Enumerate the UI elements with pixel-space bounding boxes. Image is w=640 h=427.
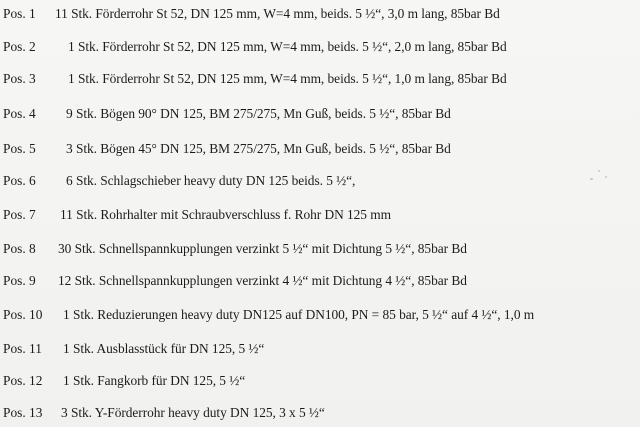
position-row — [0, 36, 640, 58]
position-number: Pos. 5 — [3, 141, 36, 156]
position-number: Pos. 13 — [3, 405, 43, 420]
scan-speck — [590, 178, 593, 180]
position-number: Pos. 12 — [3, 373, 43, 388]
position-row — [0, 370, 640, 392]
position-description: 6 Stk. Schlagschieber heavy duty DN 125 beids. 5 ½“, — [66, 173, 356, 188]
position-description: 12 Stk. Schnellspannkupplungen verzinkt 4 ½“ mit Dichtung 4 ½“, 85bar Bd — [58, 273, 467, 288]
position-description: 1 Stk. Förderrohr St 52, DN 125 mm, W=4 mm, beids. 5 ½“, 1,0 m lang, 85bar Bd — [68, 71, 507, 86]
position-row — [0, 402, 640, 424]
position-row — [0, 68, 640, 90]
position-number: Pos. 4 — [3, 106, 36, 121]
position-row — [0, 338, 640, 360]
position-description: 1 Stk. Förderrohr St 52, DN 125 mm, W=4 mm, beids. 5 ½“, 2,0 m lang, 85bar Bd — [68, 39, 507, 54]
position-row — [0, 3, 640, 25]
scan-speck — [598, 170, 600, 172]
position-number: Pos. 3 — [3, 71, 36, 86]
position-row — [0, 304, 640, 326]
position-number: Pos. 9 — [3, 273, 36, 288]
position-number: Pos. 11 — [3, 341, 42, 356]
position-number: Pos. 7 — [3, 207, 36, 222]
position-description: 1 Stk. Fangkorb für DN 125, 5 ½“ — [63, 373, 246, 388]
position-description: 3 Stk. Bögen 45° DN 125, BM 275/275, Mn Guß, beids. 5 ½“, 85bar Bd — [66, 141, 451, 156]
position-row — [0, 170, 640, 192]
position-row — [0, 204, 640, 226]
position-row — [0, 138, 640, 160]
position-description: 9 Stk. Bögen 90° DN 125, BM 275/275, Mn Guß, beids. 5 ½“, 85bar Bd — [66, 106, 451, 121]
position-description: 1 Stk. Reduzierungen heavy duty DN125 auf DN100, PN = 85 bar, 5 ½“ auf 4 ½“, 1,0 m — [63, 307, 535, 322]
position-description: 11 Stk. Förderrohr St 52, DN 125 mm, W=4 mm, beids. 5 ½“, 3,0 m lang, 85bar Bd — [55, 6, 500, 21]
position-number: Pos. 2 — [3, 39, 36, 54]
position-row — [0, 270, 640, 292]
position-description: 30 Stk. Schnellspannkupplungen verzinkt 5 ½“ mit Dichtung 5 ½“, 85bar Bd — [58, 241, 467, 256]
position-row — [0, 238, 640, 260]
position-row — [0, 103, 640, 125]
position-number: Pos. 10 — [3, 307, 43, 322]
position-description: 11 Stk. Rohrhalter mit Schraubverschluss f. Rohr DN 125 mm — [60, 207, 391, 222]
position-description: 1 Stk. Ausblasstück für DN 125, 5 ½“ — [63, 341, 265, 356]
position-number: Pos. 8 — [3, 241, 36, 256]
position-number: Pos. 1 — [3, 6, 36, 21]
scan-speck — [605, 176, 607, 178]
position-number: Pos. 6 — [3, 173, 36, 188]
position-description: 3 Stk. Y-Förderrohr heavy duty DN 125, 3 x 5 ½“ — [61, 405, 325, 420]
